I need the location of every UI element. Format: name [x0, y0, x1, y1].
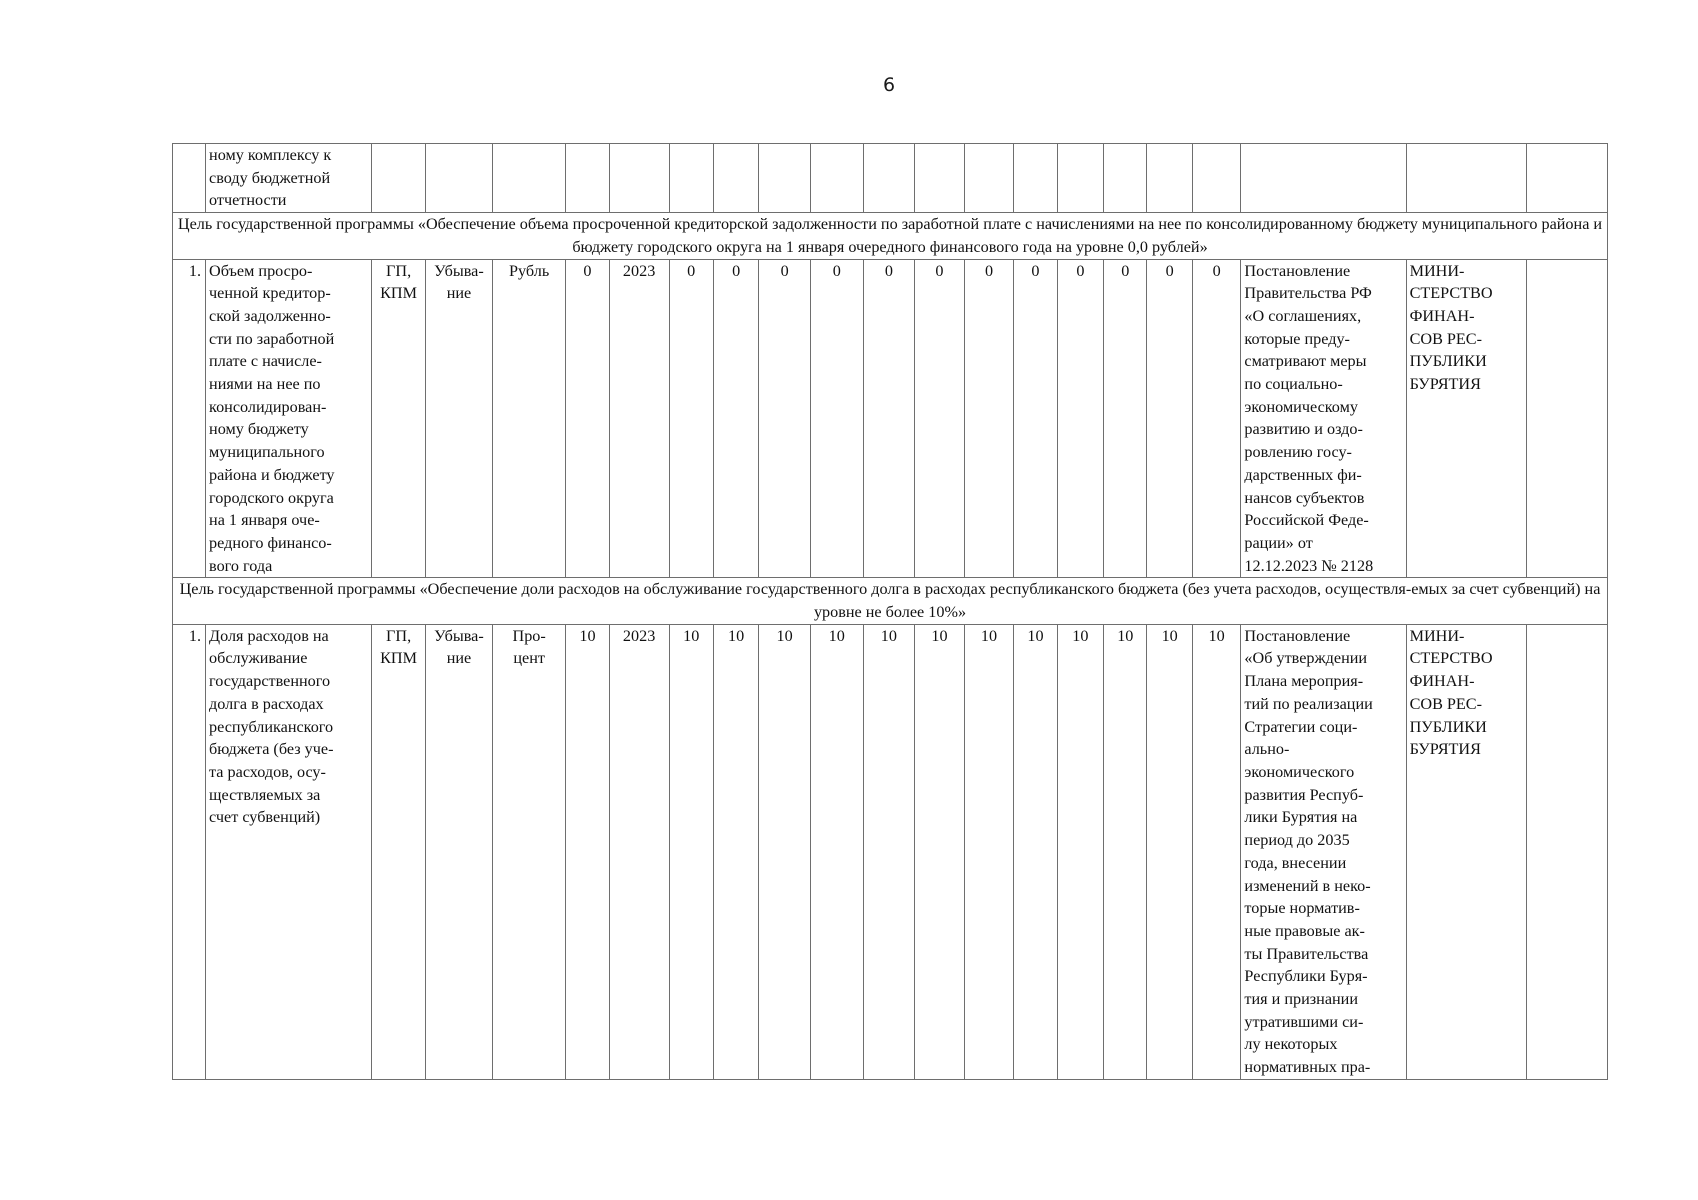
cell-value: 10 [669, 624, 713, 1079]
cell-value: 0 [713, 259, 758, 578]
cell-value [669, 144, 713, 213]
cell-value [759, 144, 811, 213]
cell-extra [1527, 144, 1608, 213]
cell-level [372, 144, 426, 213]
cell-trend: Убыва- ние [425, 624, 492, 1079]
cell-value: 0 [1192, 259, 1241, 578]
goal-title: Цель государственной программы «Обеспечение доли расходов на обслуживание государственного долга в расходах республиканского бюджета (без учета расходов, осуществля-емых за счет субвенций) на уровне не более 10%» [173, 578, 1608, 624]
continuation-row [173, 144, 1608, 213]
cell-number: 1. [173, 259, 206, 578]
cell-responsible: МИНИ- СТЕРСТВО ФИНАН- СОВ РЕС- ПУБЛИКИ БУРЯТИЯ [1406, 259, 1527, 578]
cell-trend: Убыва- ние [425, 259, 492, 578]
cell-indicator: Объем просро- ченной кредитор- ской задолженно- сти по заработной плате с начисле- ниями на нее по консолидирован- ному бюджету муниципального района и бюджету городского округа на 1 января оче- редного финансо- вого года [206, 259, 372, 578]
cell-value: 0 [1057, 259, 1103, 578]
cell-value [1192, 144, 1241, 213]
cell-unit: Рубль [493, 259, 566, 578]
cell-value: 0 [915, 259, 965, 578]
cell-value: 10 [713, 624, 758, 1079]
cell-value [1104, 144, 1147, 213]
cell-base-value [566, 144, 609, 213]
cell-value [1014, 144, 1057, 213]
cell-trend [425, 144, 492, 213]
cell-indicator: Доля расходов на обслуживание государственного долга в расходах республиканского бюджета (без уче- та расходов, осу- ществляемых за счет субвенций) [206, 624, 372, 1079]
cell-level: ГП, КПМ [372, 624, 426, 1079]
cell-value: 0 [1147, 259, 1192, 578]
cell-value: 10 [1104, 624, 1147, 1079]
cell-value: 0 [810, 259, 863, 578]
cell-extra [1527, 624, 1608, 1079]
cell-value: 0 [759, 259, 811, 578]
cell-value [964, 144, 1014, 213]
cell-base-year [609, 144, 669, 213]
cell-document: Постановление «Об утверждении Плана мероприя- тий по реализации Стратегии соци- ально- экономического развития Респуб- лики Бурятия на период до 2035 года, внесении изменений в неко- торые норматив- ные правовые ак- ты Правительства Республики Буря- тия и признании утратившими си- лу некоторых нормативных пра- [1241, 624, 1406, 1079]
cell-value: 0 [1014, 259, 1057, 578]
cell-base-year: 2023 [609, 259, 669, 578]
cell-value: 10 [1147, 624, 1192, 1079]
cell-extra [1527, 259, 1608, 578]
cell-document: Постановление Правительства РФ «О соглашениях, которые преду- сматривают меры по социально- экономическому развитию и оздо- ровлению госу- дарственных фи- нансов субъектов Российской Феде- рации» от 12.12.2023 № 2128 [1241, 259, 1406, 578]
cell-indicator: ному комплексу к своду бюджетной отчетности [206, 144, 372, 213]
cell-responsible [1406, 144, 1527, 213]
cell-value: 10 [915, 624, 965, 1079]
cell-value: 10 [810, 624, 863, 1079]
cell-value [863, 144, 915, 213]
indicators-table [172, 143, 1608, 1080]
cell-value [810, 144, 863, 213]
cell-value [713, 144, 758, 213]
cell-base-value: 0 [566, 259, 609, 578]
cell-base-year: 2023 [609, 624, 669, 1079]
cell-document [1241, 144, 1406, 213]
cell-value: 0 [964, 259, 1014, 578]
cell-number [173, 144, 206, 213]
cell-value: 10 [863, 624, 915, 1079]
cell-value: 0 [863, 259, 915, 578]
cell-value: 0 [669, 259, 713, 578]
page-number: 6 [882, 74, 896, 96]
cell-value: 10 [759, 624, 811, 1079]
cell-value [915, 144, 965, 213]
cell-value: 10 [964, 624, 1014, 1079]
cell-base-value: 10 [566, 624, 609, 1079]
cell-value: 10 [1057, 624, 1103, 1079]
cell-value: 10 [1014, 624, 1057, 1079]
goal-row [173, 578, 1608, 624]
goal-row [173, 213, 1608, 259]
indicator-row [173, 624, 1608, 1079]
cell-unit [493, 144, 566, 213]
cell-responsible: МИНИ- СТЕРСТВО ФИНАН- СОВ РЕС- ПУБЛИКИ БУРЯТИЯ [1406, 624, 1527, 1079]
cell-value: 0 [1104, 259, 1147, 578]
indicator-row [173, 259, 1608, 578]
cell-value: 10 [1192, 624, 1241, 1079]
cell-number: 1. [173, 624, 206, 1079]
cell-unit: Про- цент [493, 624, 566, 1079]
cell-value [1057, 144, 1103, 213]
cell-value [1147, 144, 1192, 213]
goal-title: Цель государственной программы «Обеспечение объема просроченной кредиторской задолженности по заработной плате с начислениями на нее по консолидированному бюджету муниципального района и бюджету городского округа на 1 января очередного финансового года на уровне 0,0 рублей» [173, 213, 1608, 259]
cell-level: ГП, КПМ [372, 259, 426, 578]
